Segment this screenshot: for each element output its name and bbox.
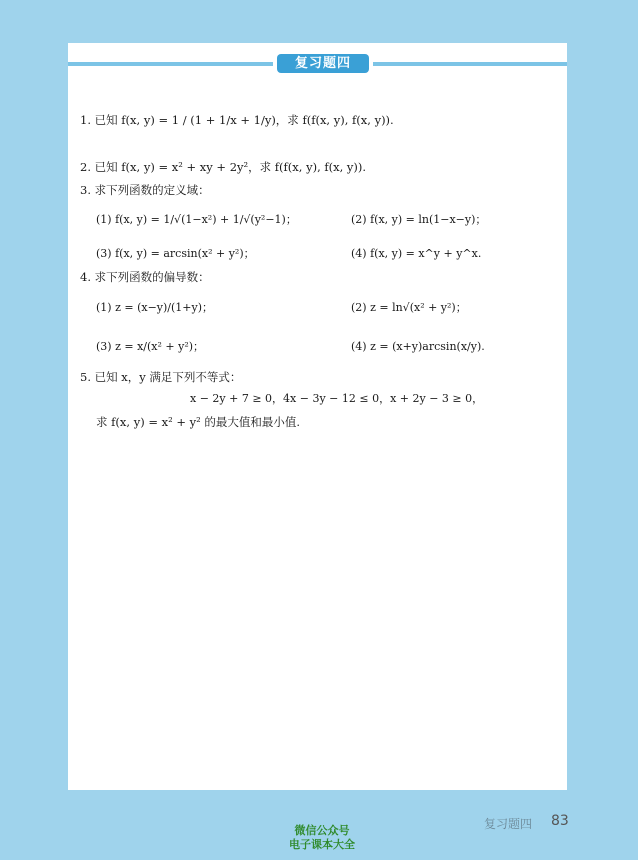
problem-3-2: (2) f(x, y) = ln(1−x−y)；	[351, 213, 487, 226]
watermark	[262, 824, 382, 852]
textbook-page	[68, 43, 567, 790]
problem-3-1: (1) f(x, y) = 1/√(1−x²) + 1/√(y²−1)；	[96, 213, 297, 226]
problem-5-question: 求 f(x, y) = x² + y² 的最大值和最小值.	[96, 415, 301, 429]
problem-4-4: (4) z = (x+y)arcsin(x/y).	[351, 340, 485, 353]
watermark-line-1: 微信公众号	[294, 824, 350, 837]
page-number: 83	[551, 813, 569, 829]
title-badge	[273, 51, 373, 76]
page-title: 复习题四	[277, 54, 369, 73]
footer-section-title: 复习题四	[484, 817, 533, 831]
problem-4: 4. 求下列函数的偏导数：	[80, 270, 210, 284]
problem-3: 3. 求下列函数的定义域：	[80, 183, 210, 197]
problem-3-4: (4) f(x, y) = x^y + y^x.	[351, 247, 482, 260]
watermark-line-2: 电子课本大全	[289, 838, 355, 851]
problem-4-2: (2) z = ln√(x² + y²)；	[351, 301, 467, 314]
problem-5-inequalities: x − 2y + 7 ≥ 0，4x − 3y − 12 ≤ 0，x + 2y − 3 ≥ 0，	[190, 392, 484, 405]
problem-5: 5. 已知 x，y 满足下列不等式：	[80, 370, 242, 384]
problem-1: 1. 已知 f(x, y) = 1 / (1 + 1/x + 1/y)，求 f(f(x, y), f(x, y)).	[80, 113, 394, 127]
problem-2: 2. 已知 f(x, y) = x² + xy + 2y²，求 f(f(x, y), f(x, y)).	[80, 160, 367, 174]
problem-3-3: (3) f(x, y) = arcsin(x² + y²)；	[96, 247, 255, 260]
problem-4-1: (1) z = (x−y)/(1+y)；	[96, 301, 214, 314]
problem-4-3: (3) z = x/(x² + y²)；	[96, 340, 205, 353]
